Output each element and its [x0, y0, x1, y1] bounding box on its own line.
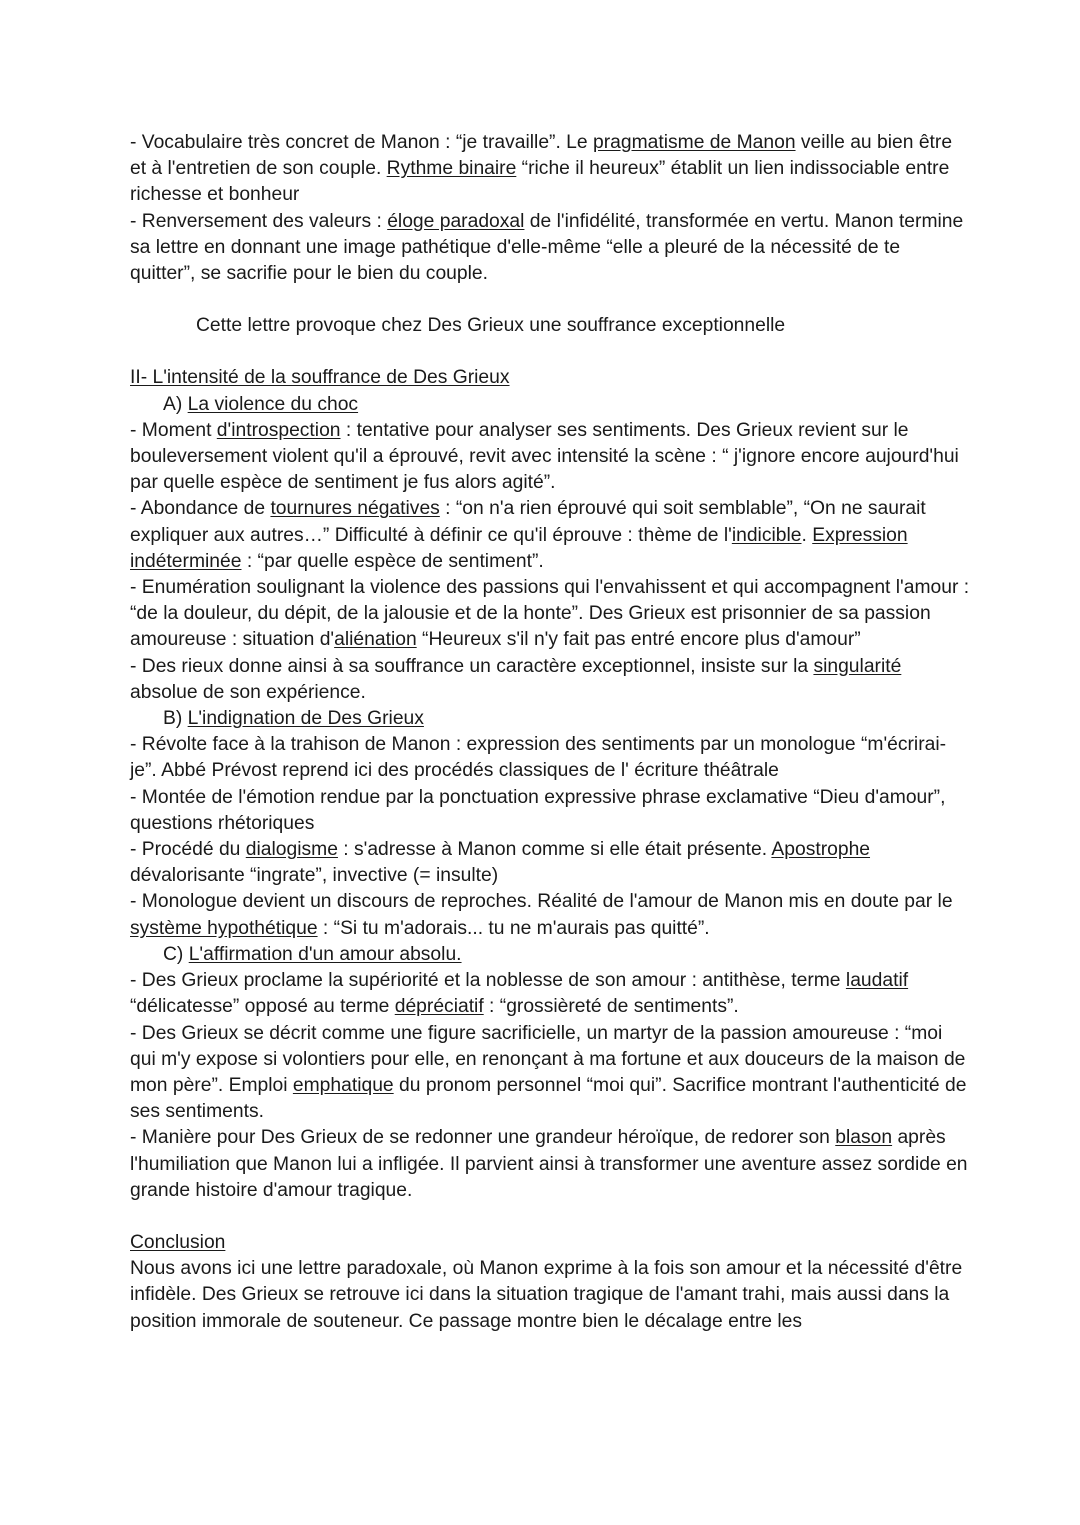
- paragraph-dialogisme: - Procédé du dialogisme : s'adresse à Manon comme si elle était présente. Apostrophe dévalorisante “ingrate”, invective (= insulte): [130, 839, 871, 887]
- paragraph-conclusion: Nous avons ici une lettre paradoxale, où Manon exprime à la fois son amour et la nécessité d'être infidèle. Des Grieux se retrouve ici dans la situation tragique de l'amant trahi, mais aussi dans la position immorale de souteneur. Ce passage montre bien le décalage entre les: [130, 1258, 963, 1332]
- document-body: [130, 130, 970, 1335]
- paragraph-grandeur: - Manière pour Des Grieux de se redonner une grandeur héroïque, de redorer son blason après l'humiliation que Manon lui a infligée. Il parvient ainsi à transformer une aventure assez sordide en grande histoire d'amour tragique.: [130, 1127, 968, 1201]
- paragraph-superiorite: - Des Grieux proclame la supériorité et la noblesse de son amour : antithèse, terme laudatif “délicatesse” opposé au terme dépréciatif : “grossièreté de sentiments”.: [130, 970, 909, 1018]
- section-title-part2: II- L'intensité de la souffrance de Des Grieux: [130, 367, 510, 389]
- paragraph-vocabulaire: - Vocabulaire très concret de Manon : “je travaille”. Le pragmatisme de Manon veille au bien être et à l'entretien de son couple. Rythme binaire “riche il heureux” établit un lien indissociable entre richesse et bonheur: [130, 132, 953, 206]
- conclusion-title: Conclusion: [130, 1231, 226, 1253]
- paragraph-sacrifice: - Des Grieux se décrit comme une figure sacrificielle, un martyr de la passion amoureuse : “moi qui m'y expose si volontiers pour elle, en renonçant à ma fortune et aux douceurs de la maison de mon père”. Emploi emphatique du pronom personnel “moi qui”. Sacrifice montrant l'authenticité de ses sentiments.: [130, 1022, 967, 1123]
- subsection-b-title: B) L'indignation de Des Grieux: [163, 708, 424, 730]
- paragraph-renversement: - Renversement des valeurs : éloge paradoxal de l'infidélité, transformée en vertu. Manon termine sa lettre en donnant une image pathétique d'elle-même “elle a pleuré de la nécessité de te quitter”, se sacrifie pour le bien du couple.: [130, 210, 964, 285]
- paragraph-emotion: - Montée de l'émotion rendue par la ponctuation expressive phrase exclamative “Dieu d'amour”, questions rhétoriques: [130, 786, 946, 834]
- transition-sentence: Cette lettre provoque chez Des Grieux une souffrance exceptionnelle: [196, 315, 786, 337]
- paragraph-enumeration: - Enumération soulignant la violence des passions qui l'envahissent et qui accompagnent l'amour : “de la douleur, du dépit, de la jalousie et de la honte”. Des Grieux est prisonnier de sa passion amoureuse : situation d'aliénation “Heureux s'il n'y fait pas entré encore plus d'amour”: [130, 577, 970, 651]
- subsection-a-title: A) La violence du choc: [163, 393, 359, 415]
- paragraph-introspection: - Moment d'introspection : tentative pour analyser ses sentiments. Des Grieux revient sur le bouleversement violent qu'il a éprouvé, revit avec intensité la scène : “ j'ignore encore aujourd'hui par quelle espèce de sentiment je fus alors agité”.: [130, 419, 959, 494]
- paragraph-revolte: - Révolte face à la trahison de Manon : expression des sentiments par un monologue “m'écrirai-je”. Abbé Prévost reprend ici des procédés classiques de l' écriture théâtrale: [130, 734, 947, 782]
- paragraph-reproches: - Monologue devient un discours de reproches. Réalité de l'amour de Manon mis en doute par le système hypothétique : “Si tu m'adorais... tu ne m'aurais pas quitté”.: [130, 891, 953, 939]
- subsection-c-title: C) L'affirmation d'un amour absolu.: [163, 943, 462, 965]
- paragraph-tournures: - Abondance de tournures négatives : “on n'a rien éprouvé qui soit semblable”, “On ne saurait expliquer aux autres…” Difficulté à définir ce qu'il éprouve : thème de l'indicible. Expression indéterminée : “par quelle espèce de sentiment”.: [130, 498, 926, 572]
- paragraph-singularite: - Des rieux donne ainsi à sa souffrance un caractère exceptionnel, insiste sur la singularité absolue de son expérience.: [130, 655, 902, 703]
